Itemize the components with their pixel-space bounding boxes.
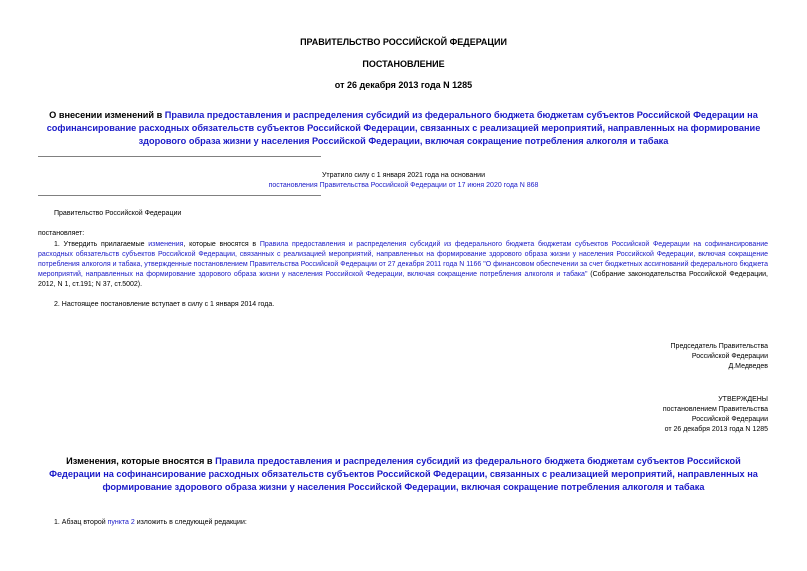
changes-item1-a: 1. Абзац второй — [54, 519, 108, 526]
approval-line3: Российской Федерации — [691, 416, 768, 423]
item1-text-c: (Собрание законодательства Российской Федерации, 2012, N 1, ст.191; N 37, ст.5002). — [38, 271, 768, 288]
document-title — [40, 109, 767, 148]
approval-line4: от 26 декабря 2013 года N 1285 — [664, 426, 768, 433]
signature-block — [671, 342, 768, 372]
changes-link[interactable]: изменения — [148, 241, 184, 248]
signature-title: Председатель Правительства — [670, 343, 768, 350]
item-2-paragraph: 2. Настоящее постановление вступает в силу с 1 января 2014 года. — [54, 301, 275, 308]
changes-title-rules-link[interactable]: Правила предоставления и распределения субсидий из федерального бюджета бюджетам субъектов Российской Федерации на софинансирование расходных обязательств субъектов Российской Федерации, связанных с реализацией мероприятий, направленных на формирование здорового образа жизни у населения Российской Федерации, включая сокращение потребления алкоголя и табака — [49, 456, 758, 492]
title-rules-link[interactable]: Правила предоставления и распределения субсидий из федерального бюджета бюджетам субъектов Российской Федерации на софинансирование расходных обязательств субъектов Российской Федерации, связанных с реализацией мероприятий, направленных на формирование здорового образа жизни у населения Российской Федерации, включая сокращение потребления алкоголя и табака — [46, 110, 761, 146]
doc-date-number: от 26 декабря 2013 года N 1285 — [334, 80, 473, 90]
approval-title: УТВЕРЖДЕНЫ — [718, 396, 768, 403]
doc-type-heading: ПОСТАНОВЛЕНИЕ — [362, 59, 445, 69]
item1-text-a: 1. Утвердить прилагаемые — [54, 241, 149, 248]
government-heading: ПРАВИТЕЛЬСТВО РОССИЙСКОЙ ФЕДЕРАЦИИ — [300, 37, 507, 47]
changes-item1-b: изложить в следующей редакции: — [134, 519, 247, 526]
changes-title-prefix: Изменения, которые вносятся в — [66, 456, 216, 466]
top-divider — [38, 156, 321, 157]
changes-item-1 — [54, 518, 554, 528]
status-note-line1: Утратило силу с 1 января 2021 года на основании — [321, 172, 486, 179]
signature-country: Российской Федерации — [691, 353, 768, 360]
decree-word: постановляет: — [38, 230, 85, 237]
repeal-decree-link[interactable]: постановления Правительства Российской Федерации от 17 июня 2020 года N 868 — [268, 182, 539, 189]
rules-link[interactable]: Правила предоставления и распределения субсидий из федерального бюджета бюджетам субъектов Российской Федерации на софинансирование расходных обязательств субъектов Российской Федерации, связанных с реализацией мероприятий, направленных на формирование здорового образа жизни у населения Российской Федерации, включая сокращение потребления алкоголя и табака, утвержденные постановлением Правительства Российской Федерации от 27 декабря 2011 года N 1166 "О финансовом обеспечении за счет бюджетных ассигнований федерального бюджета мероприятий, направленных на формирование здорового образа жизни у населения Российской Федерации, включая сокращение потребления алкоголя и табака" — [38, 241, 768, 278]
bottom-divider — [38, 195, 321, 196]
point-2-link[interactable]: пункта 2 — [107, 519, 135, 526]
issuer-text: Правительство Российской Федерации — [54, 210, 182, 217]
approval-line2: постановлением Правительства — [662, 406, 768, 413]
title-prefix: О внесении изменений в — [49, 110, 165, 120]
status-note-line2 — [0, 181, 807, 191]
approval-block — [663, 395, 768, 435]
changes-title — [40, 455, 767, 494]
item-1-paragraph — [38, 240, 768, 290]
item1-text-b: , которые вносятся в — [183, 241, 260, 248]
signature-name: Д.Медведев — [728, 363, 768, 370]
